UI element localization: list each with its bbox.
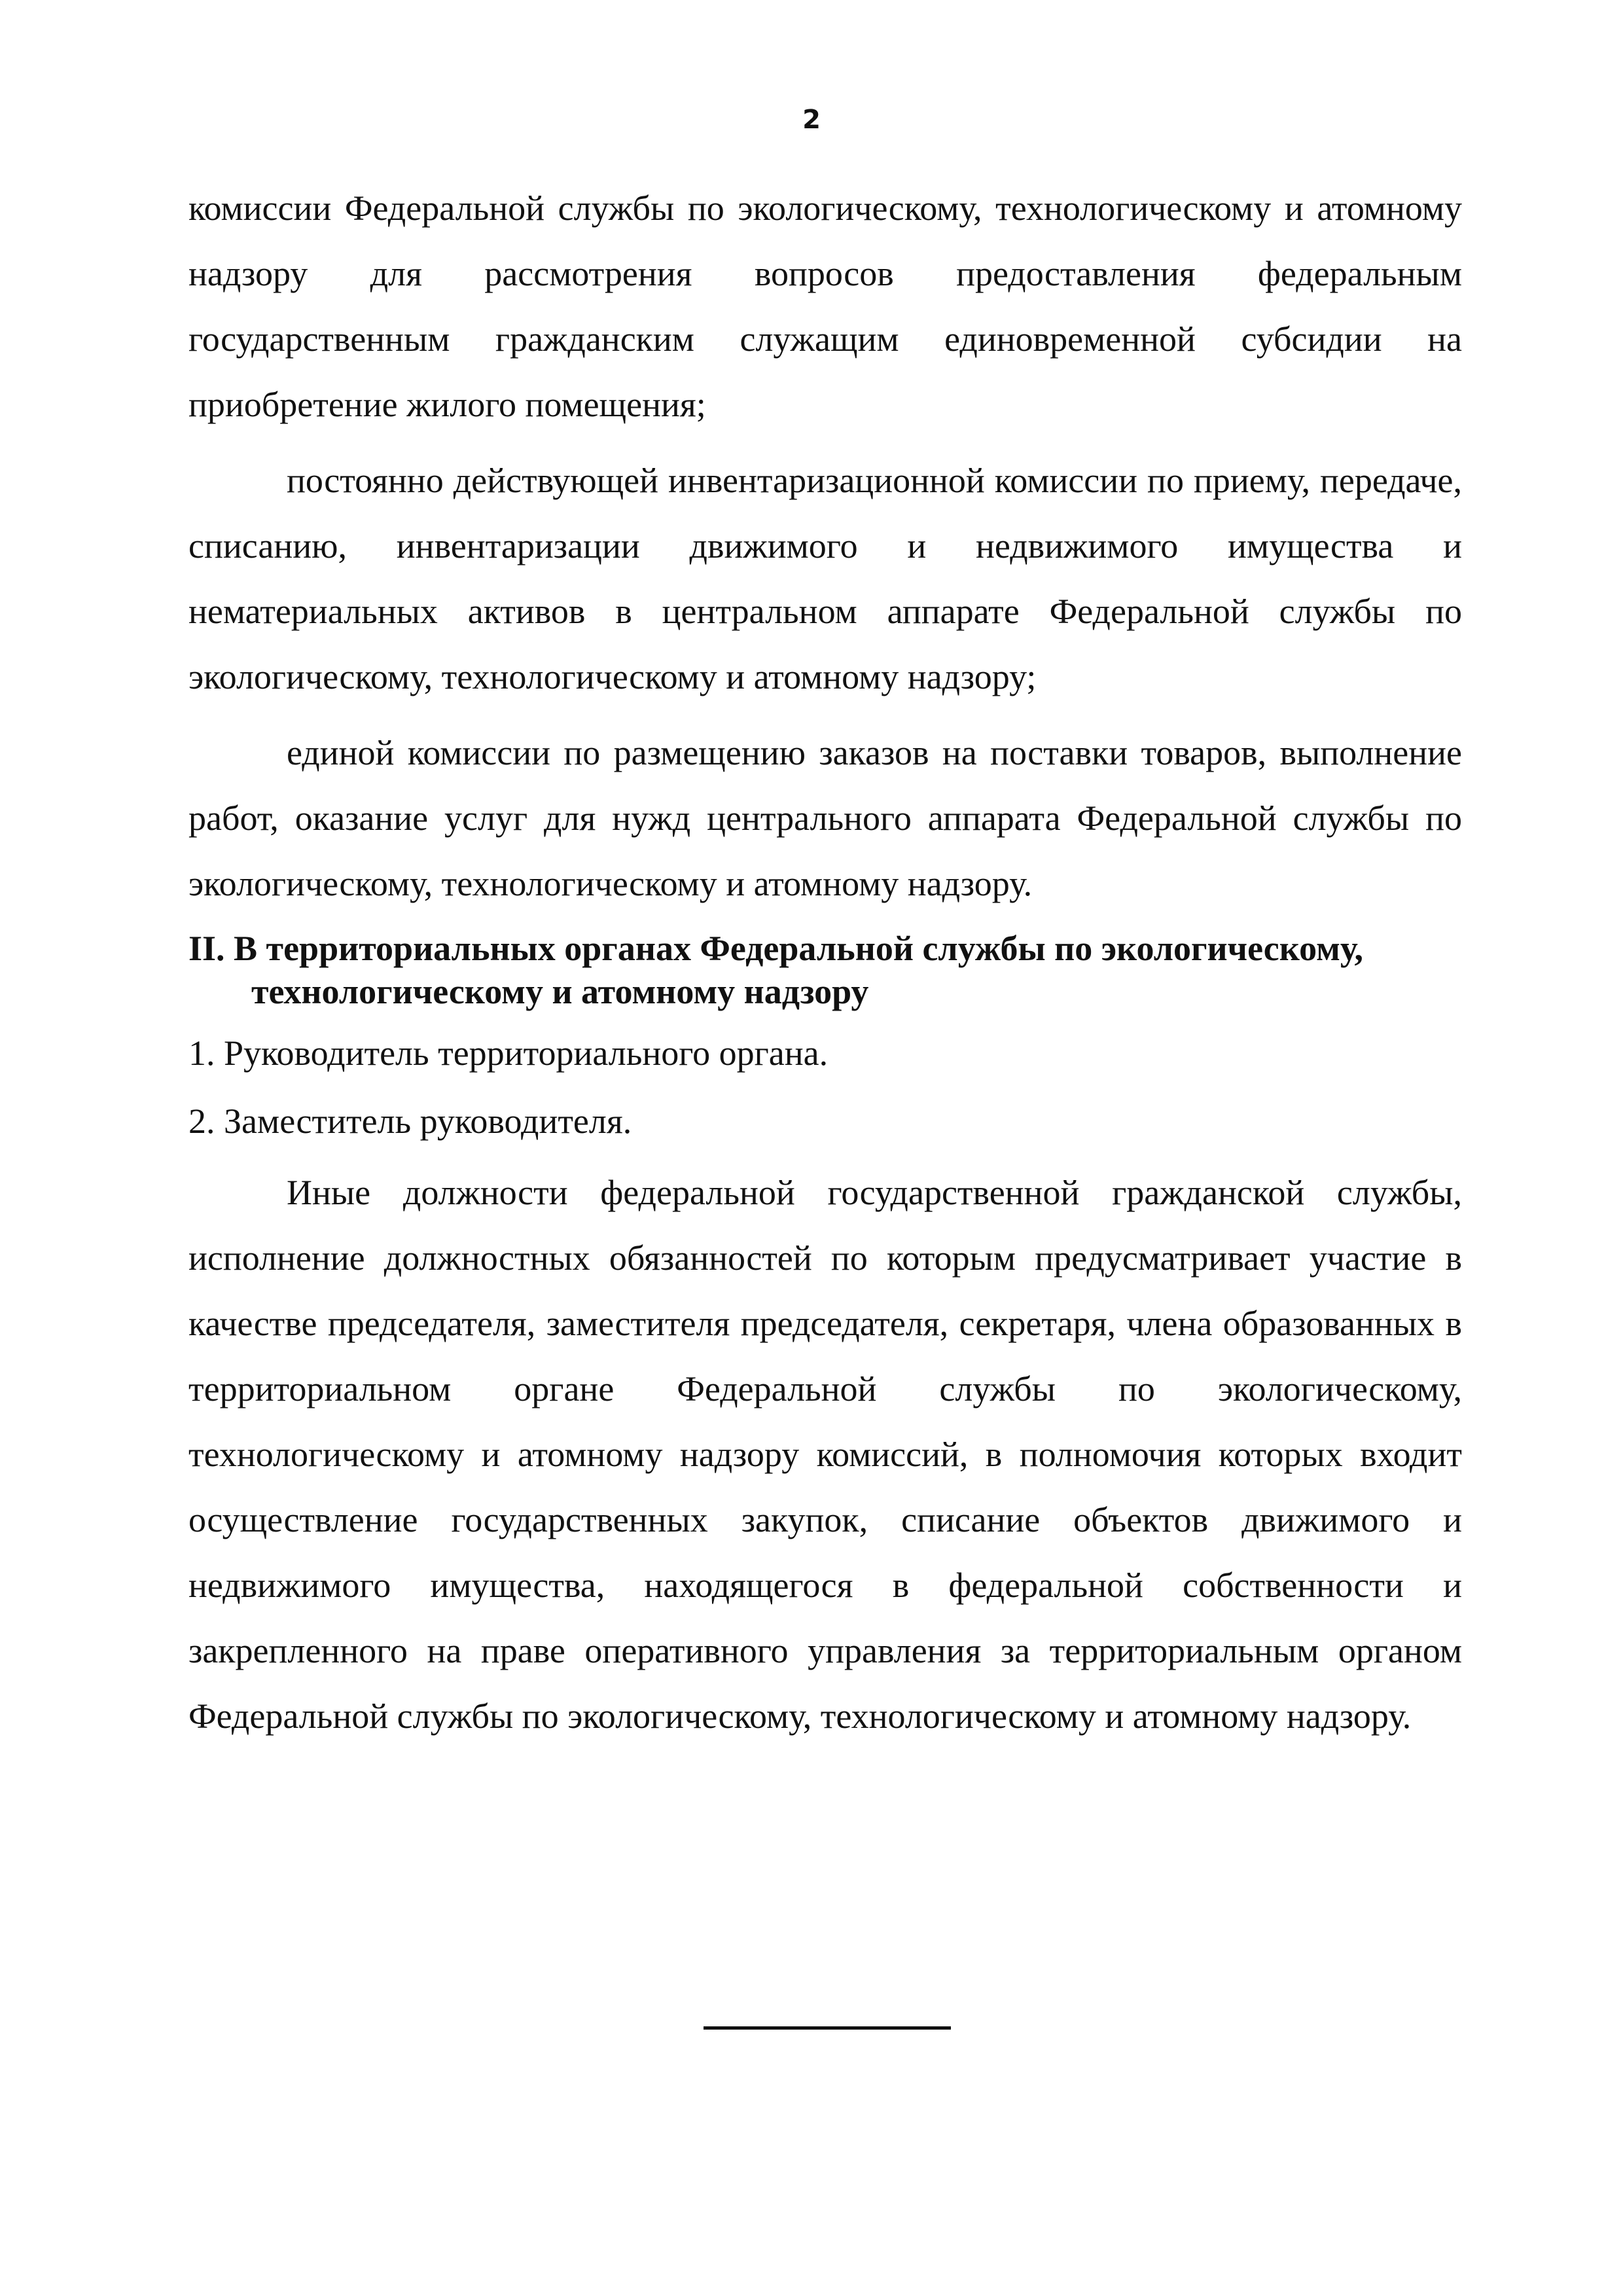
page-number: 2 xyxy=(802,105,821,135)
paragraph-commission-housing-subsidy: комиссии Федеральной службы по экологическому, технологическому и атомному надзору для рассмотрения вопросов предоставления федеральным государственным гражданским служащим единовременной субсидии на приобретение жилого помещения; xyxy=(188,188,1462,424)
list-item-head-of-territorial-body: 1. Руководитель территориального органа. xyxy=(188,1033,829,1073)
paragraph-other-positions: Иные должности федеральной государственной гражданской службы, исполнение должностных обязанностей по которым предусматривает участие в качестве председателя, заместителя председателя, секретаря, члена образованных в территориальном органе Федеральной службы по экологическому, технологическому и атомному надзору комиссий, в полномочия которых входит осуществление государственных закупок, списание объектов движимого и недвижимого имущества, находящегося в федеральной собственности и закрепленного на праве оперативного управления за территориальным органом Федеральной службы по экологическому, технологическому и атомному надзору. xyxy=(188,1173,1462,1736)
document-body xyxy=(188,175,1462,1759)
paragraph-inventory-commission: постоянно действующей инвентаризационной комиссии по приему, передаче, списанию, инвентаризации движимого и недвижимого имущества и нематериальных активов в центральном аппарате Федеральной службы по экологическому, технологическому и атомному надзору; xyxy=(188,461,1462,696)
paragraph-orders-commission: единой комиссии по размещению заказов на поставки товаров, выполнение работ, оказание услуг для нужд центрального аппарата Федеральной службы по экологическому, технологическому и атомному надзору. xyxy=(188,733,1462,903)
closing-rule-divider xyxy=(704,2026,951,2030)
section-heading-territorial-bodies: II. В территориальных органах Федеральной службы по экологическому, технологическому и атомному надзору xyxy=(188,929,1363,1011)
list-item-deputy-head: 2. Заместитель руководителя. xyxy=(188,1102,632,1141)
